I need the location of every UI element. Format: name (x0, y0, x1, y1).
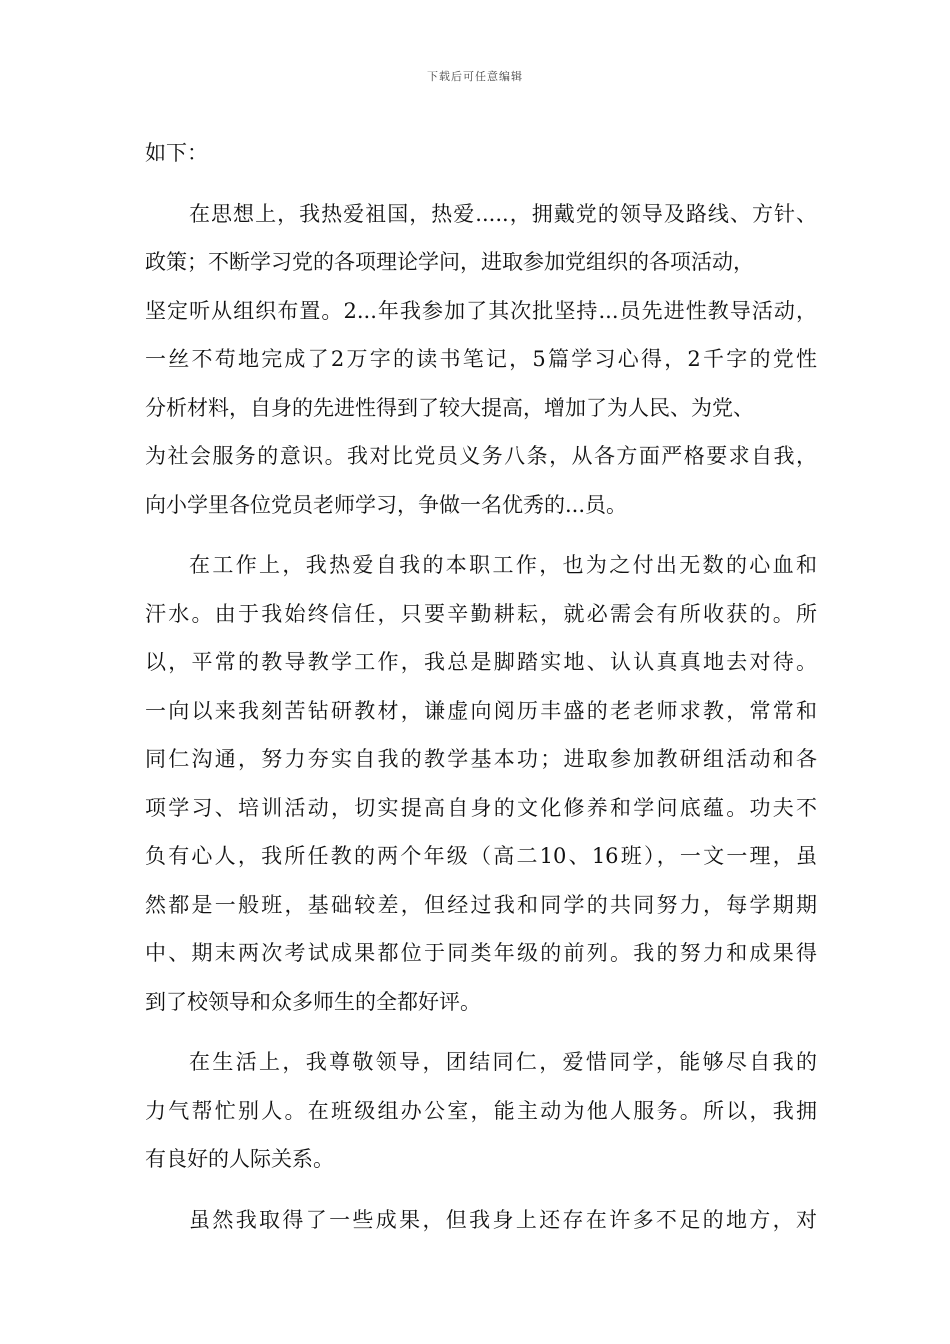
page-header: 下载后可任意编辑 (427, 70, 523, 83)
paragraph (145, 1196, 817, 1245)
paragraph (145, 1038, 817, 1184)
paragraph-gap (145, 1026, 817, 1038)
paragraph (145, 129, 817, 178)
paragraph-gap (145, 178, 817, 190)
paragraph-line: 同仁沟通，努力夯实自我的教学基本功；进取参加教研组活动和各 (145, 747, 817, 771)
paragraph (145, 541, 817, 1026)
paragraph-line: 在思想上，我热爱祖国，热爱.....，拥戴党的领导及路线、方针、 (189, 201, 817, 226)
document-body (145, 129, 817, 1244)
paragraph-line: 政策；不断学习党的各项理论学问，进取参加党组织的各项活动， (145, 250, 754, 274)
paragraph-line: 有良好的人际关系。 (145, 1147, 334, 1171)
paragraph-line: 力气帮忙别人。在班级组办公室，能主动为他人服务。所以，我拥 (145, 1098, 817, 1123)
paragraph-line: 如下： (145, 141, 208, 165)
paragraph-line: 到了校领导和众多师生的全都好评。 (145, 989, 481, 1014)
paragraph-line: 向小学里各位党员老师学习，争做一名优秀的...员。 (145, 492, 628, 517)
paragraph-line: 在生活上，我尊敬领导，团结同仁，爱惜同学，能够尽自我的 (189, 1050, 817, 1074)
paragraph-line: 一丝不苟地完成了2万字的读书笔记，5篇学习心得，2千字的党性 (145, 347, 817, 371)
paragraph-line: 坚定听从组织布置。2...年我参加了其次批坚持...员先进性教导活动， (145, 298, 817, 323)
paragraph-line: 在工作上，我热爱自我的本职工作，也为之付出无数的心血和 (189, 553, 817, 577)
paragraph-line: 中、期末两次考试成果都位于同类年级的前列。我的努力和成果得 (145, 941, 817, 965)
paragraph-line: 一向以来我刻苦钻研教材，谦虚向阅历丰盛的老老师求教，常常和 (145, 698, 817, 723)
paragraph-line: 分析材料，自身的先进性得到了较大提高，增加了为人民、为党、 (145, 395, 754, 420)
paragraph-line: 汗水。由于我始终信任，只要辛勤耕耘，就必需会有所收获的。所 (145, 601, 817, 626)
paragraph (145, 190, 817, 530)
paragraph-line: 为社会服务的意识。我对比党员义务八条，从各方面严格要求自我， (145, 444, 817, 468)
paragraph-line: 虽然我取得了一些成果，但我身上还存在许多不足的地方，对 (189, 1207, 817, 1232)
paragraph-gap (145, 1184, 817, 1196)
paragraph-line: 项学习、培训活动，切实提高自身的文化修养和学问底蕴。功夫不 (145, 795, 817, 820)
paragraph-gap (145, 529, 817, 541)
paragraph-line: 负有心人，我所任教的两个年级（高二10、16班），一文一理，虽 (145, 844, 817, 868)
paragraph-line: 以，平常的教导教学工作，我总是脚踏实地、认认真真地去对待。 (145, 650, 817, 674)
paragraph-line: 然都是一般班，基础较差，但经过我和同学的共同努力，每学期期 (145, 892, 817, 917)
